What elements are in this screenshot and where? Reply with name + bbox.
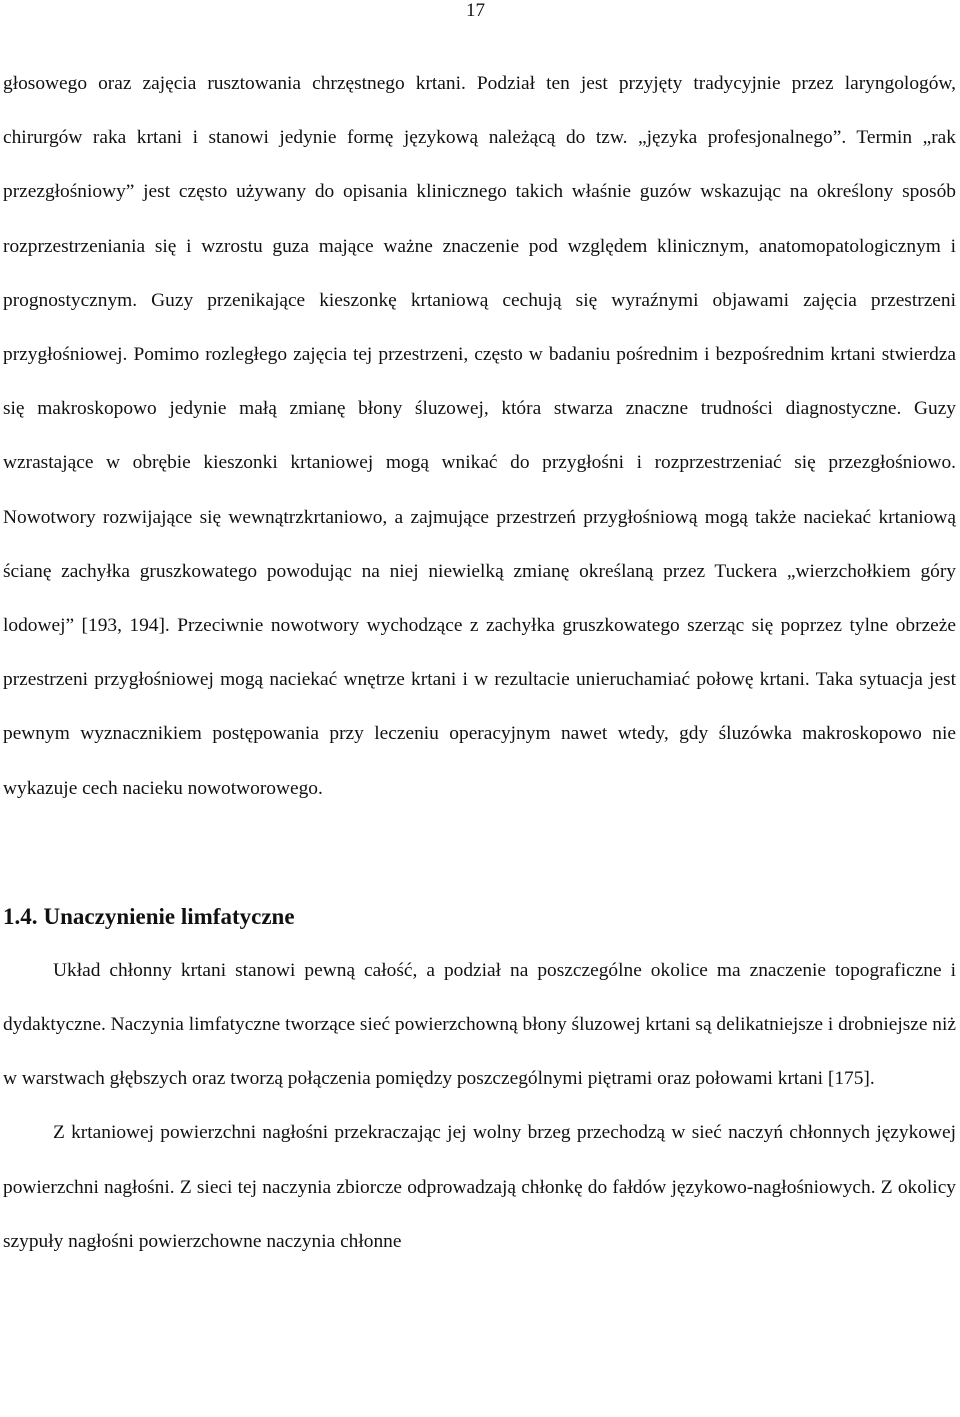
paragraph-lymph-system: Układ chłonny krtani stanowi pewną całość, a podział na poszczególne okolice ma znaczenie topograficzne i dydaktyczne. Naczynia limfatyczne tworzące sieć powierzchowną błony śluzowej krtani są delikatniejsze i drobniejsze niż w warstwach głębszych oraz tworzą połączenia pomiędzy poszczególnymi piętrami oraz połowami krtani [175].: [3, 959, 956, 1090]
paragraph-continued: głosowego oraz zajęcia rusztowania chrzęstnego krtani. Podział ten jest przyjęty tradycyjnie przez laryngologów, chirurgów raka krtani i stanowi jedynie formę językową należącą do tzw. „języka profesjonalnego”. Termin „rak przezgłośniowy” jest często używany do opisania klinicznego takich właśnie guzów wskazując na określony sposób rozprzestrzeniania się i wzrostu guza mające ważne znaczenie pod względem klinicznym, anatomopatologicznym i prognostycznym. Guzy przenikające kieszonkę krtaniową cechują się wyraźnymi objawami zajęcia przestrzeni przygłośniowej. Pomimo rozległego zajęcia tej przestrzeni, często w badaniu pośrednim i bezpośrednim krtani stwierdza się makroskopowo jedynie małą zmianę błony śluzowej, która stwarza znaczne trudności diagnostyczne. Guzy wzrastające w obrębie kieszonki krtaniowej mogą wnikać do przygłośni i rozprzestrzeniać się przezgłośniowo. Nowotwory rozwijające się wewnątrzkrtaniowo, a zajmujące przestrzeń przygłośniową mogą także naciekać krtaniową ścianę zachyłka gruszkowatego powodując na niej niewielką zmianę określaną przez Tuckera „wierzchołkiem góry lodowej” [193, 194]. Przeciwnie nowotwory wychodzące z zachyłka gruszkowatego szerząc się poprzez tylne obrzeże przestrzeni przygłośniowej mogą naciekać wnętrze krtani i w rezultacie unieruchamiać połowę krtani. Taka sytuacja jest pewnym wyznacznikiem postępowania przy leczeniu operacyjnym nawet wtedy, gdy śluzówka makroskopowo nie wykazuje cech nacieku nowotworowego.: [3, 73, 956, 799]
page-content: [3, 57, 956, 1269]
paragraph-epiglottis-lymph: Z krtaniowej powierzchni nagłośni przekraczając jej wolny brzeg przechodzą w sieć naczyń chłonnych językowej powierzchni nagłośni. Z sieci tej naczynia zbiorcze odprowadzają chłonkę do fałdów językowo-nagłośniowych. Z okolicy szypuły nagłośni powierzchowne naczynia chłonne: [3, 1122, 956, 1252]
section-heading: [3, 890, 956, 944]
page-number: 17: [466, 0, 485, 21]
section-number: 1.4.: [3, 903, 38, 929]
section-title: Unaczynienie limfatyczne: [43, 903, 295, 929]
